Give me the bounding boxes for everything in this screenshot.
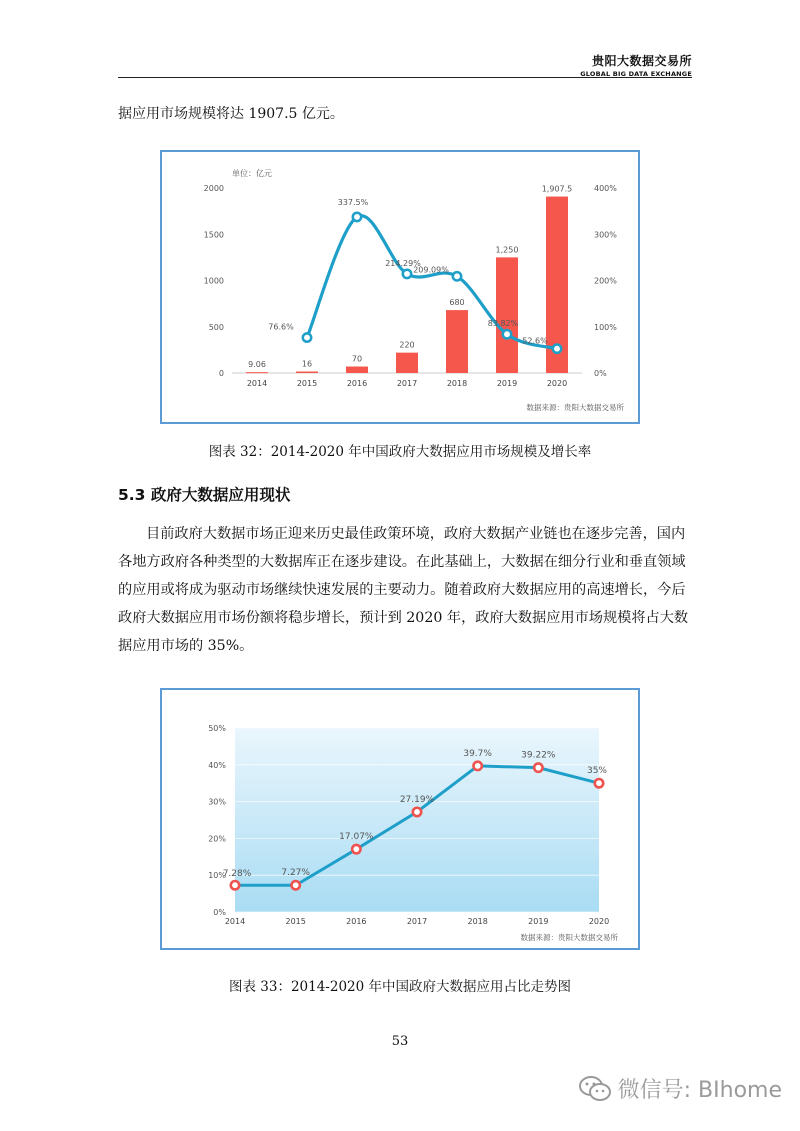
x-tick-label: 2020: [588, 917, 610, 926]
x-tick-label: 2020: [546, 379, 568, 388]
growth-rate-marker: [553, 344, 561, 352]
bar-value-label: 1,250: [495, 245, 519, 255]
y-left-tick-label: 1500: [203, 230, 224, 240]
x-tick-label: 2018: [467, 917, 488, 926]
watermark: [578, 1073, 782, 1104]
bar: [346, 367, 368, 373]
y-right-tick-label: 0%: [594, 369, 607, 378]
share-marker: [595, 779, 603, 787]
bar-value-label: 16: [301, 359, 313, 369]
y-left-tick-label: 500: [208, 322, 224, 332]
header-divider: [118, 77, 692, 78]
x-tick-label: 2019: [496, 379, 518, 388]
growth-rate-label: 83.82%: [487, 319, 519, 329]
y-left-tick-label: 0: [218, 369, 224, 378]
x-tick-label: 2015: [296, 379, 318, 388]
bar-value-label: 680: [449, 298, 465, 308]
unit-label: 单位：亿元: [232, 169, 272, 178]
bar-value-label: 1,907.5: [541, 184, 573, 194]
bar-value-label: 9.06: [248, 360, 266, 370]
brand-name-en: GLOBAL BIG DATA EXCHANGE: [580, 70, 692, 78]
y-tick-label: 40%: [208, 760, 226, 770]
bar-value-label: 70: [351, 354, 363, 364]
x-tick-label: 2014: [224, 917, 246, 926]
bar: [396, 353, 418, 373]
y-right-tick-label: 300%: [594, 230, 617, 240]
watermark-text: 微信号: BIhome: [617, 1078, 782, 1103]
share-trend-chart-frame: [160, 688, 640, 950]
y-right-tick-label: 100%: [594, 322, 617, 332]
bar: [496, 257, 518, 373]
figure-33-caption: 图表 33：2014-2020 年中国政府大数据应用占比走势图: [228, 979, 572, 995]
share-value-label: 35%: [586, 766, 608, 777]
bar: [246, 372, 268, 373]
y-tick-label: 0%: [213, 908, 226, 917]
growth-rate-label: 337.5%: [337, 197, 369, 207]
bar: [296, 372, 318, 373]
section-title: 5.3 政府大数据应用现状: [118, 486, 291, 504]
x-tick-label: 2015: [285, 917, 306, 926]
x-tick-label: 2017: [396, 379, 418, 388]
share-marker: [534, 763, 542, 771]
share-value-label: 39.22%: [521, 750, 556, 761]
x-tick-label: 2018: [446, 379, 468, 388]
share-marker: [291, 881, 299, 889]
growth-rate-label: 209.09%: [413, 265, 449, 275]
figure-32-caption: 图表 32：2014-2020 年中国政府大数据应用市场规模及增长率: [208, 444, 592, 460]
y-right-tick-label: 200%: [594, 276, 617, 286]
share-value-label: 27.19%: [399, 794, 435, 805]
growth-rate-marker: [503, 330, 511, 338]
y-tick-label: 20%: [208, 834, 226, 844]
chart-source: 数据来源：贵阳大数据交易所: [526, 403, 624, 412]
bar: [446, 310, 468, 373]
growth-rate-label: 76.6%: [268, 322, 294, 332]
growth-rate-line: [307, 216, 557, 349]
share-value-label: 7.28%: [222, 869, 252, 880]
wechat-icon: [578, 1075, 612, 1103]
paragraph-line: 据应用市场的 35%。: [118, 638, 254, 654]
brand-logo: [580, 52, 692, 78]
x-tick-label: 2014: [246, 379, 268, 388]
share-value-label: 17.07%: [339, 832, 374, 843]
growth-rate-marker: [353, 213, 361, 221]
intro-line: 据应用市场规模将达 1907.5 亿元。: [118, 106, 344, 122]
y-left-tick-label: 2000: [203, 184, 224, 193]
chart-source: 数据来源：贵阳大数据交易所: [520, 933, 618, 942]
y-right-tick-label: 400%: [594, 184, 617, 193]
share-trend-chart: [162, 690, 638, 948]
x-tick-label: 2019: [528, 917, 549, 926]
growth-rate-label: 52.6%: [522, 336, 548, 346]
share-marker: [352, 845, 360, 853]
x-tick-label: 2016: [346, 917, 367, 926]
paragraph-line: 政府大数据应用市场份额将稳步增长，预计到 2020 年，政府大数据应用市场规模将占大数: [118, 610, 689, 626]
market-size-chart: [162, 152, 638, 422]
growth-rate-label: 214.29%: [385, 258, 421, 268]
y-tick-label: 30%: [208, 797, 226, 807]
y-tick-label: 10%: [208, 871, 226, 881]
page-number: 53: [391, 1034, 409, 1049]
share-marker: [231, 881, 239, 889]
market-size-chart-frame: [160, 150, 640, 424]
x-tick-label: 2016: [346, 379, 368, 388]
y-left-tick-label: 1000: [203, 276, 224, 286]
growth-rate-marker: [303, 333, 311, 341]
paragraph-line: 目前政府大数据市场正迎来历史最佳政策环境，政府大数据产业链也在逐步完善，国内: [146, 526, 686, 542]
share-marker: [413, 808, 421, 816]
y-tick-label: 50%: [208, 724, 226, 733]
brand-name-cn: 贵阳大数据交易所: [591, 54, 692, 68]
growth-rate-marker: [453, 272, 461, 280]
share-value-label: 39.7%: [463, 748, 492, 759]
share-marker: [473, 762, 481, 770]
bar-value-label: 220: [399, 340, 415, 350]
body-paragraph: [118, 520, 689, 660]
paragraph-line: 的应用或将成为驱动市场继续快速发展的主要动力。随着政府大数据应用的高速增长，今后: [118, 582, 686, 598]
paragraph-line: 各地方政府各种类型的大数据库正在逐步建设。在此基础上，大数据在细分行业和垂直领域: [118, 554, 686, 570]
x-tick-label: 2017: [406, 917, 428, 926]
share-value-label: 7.27%: [281, 868, 310, 879]
growth-rate-marker: [403, 270, 411, 278]
